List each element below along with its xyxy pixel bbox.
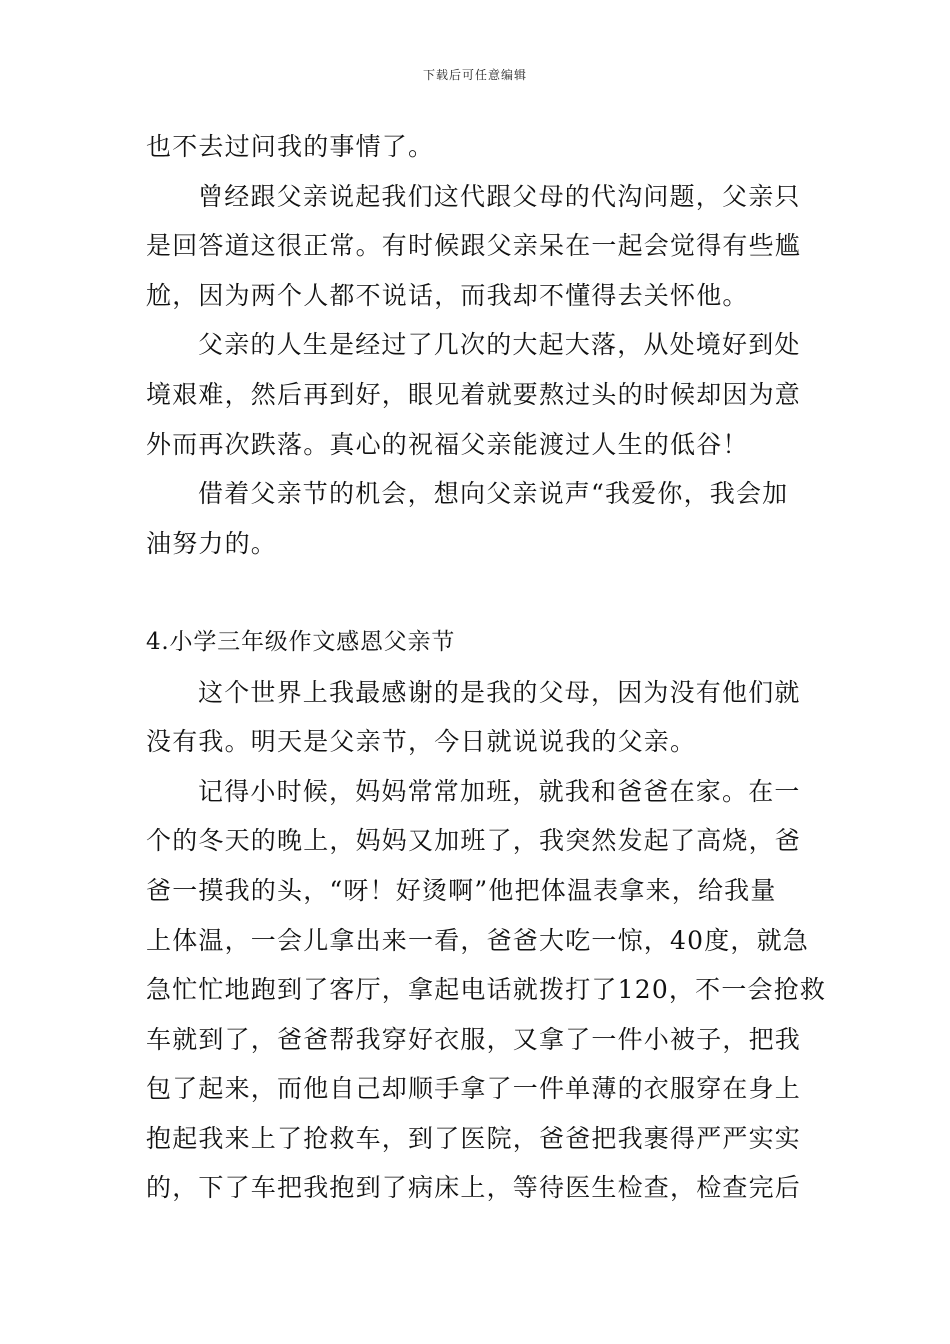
paragraph-start-line: 父亲的人生是经过了几次的大起大落，从处境好到处	[198, 330, 801, 360]
text-line: 境艰难，然后再到好，眼见着就要熬过头的时候却因为意	[146, 379, 802, 409]
text-line: 也不去过问我的事情了。	[146, 132, 435, 161]
section-heading: 4.小学三年级作文感恩父亲节	[146, 628, 456, 655]
text-line: 抱起我来上了抢救车，到了医院，爸爸把我裹得严严实实	[146, 1123, 802, 1153]
text-line: 没有我。明天是父亲节，今日就说说我的父亲。	[146, 727, 697, 757]
text-line: 爸一摸我的头，“呀！好烫啊”他把体温表拿来，给我量	[146, 875, 777, 905]
text-line: 油努力的。	[146, 528, 278, 558]
text-line: 尬，因为两个人都不说话，而我却不懂得去关怀他。	[146, 280, 749, 310]
paragraph-start-line: 记得小时候，妈妈常常加班，就我和爸爸在家。在一	[198, 776, 801, 806]
document-body	[146, 122, 827, 1213]
text-line: 包了起来，而他自己却顺手拿了一件单薄的衣服穿在身上	[146, 1074, 802, 1104]
paragraph-start-line: 借着父亲节的机会，想向父亲说声“我爱你，我会加	[198, 479, 789, 509]
text-line: 是回答道这很正常。有时候跟父亲呆在一起会觉得有些尴	[146, 231, 802, 261]
paragraph-start-line: 这个世界上我最感谢的是我的父母，因为没有他们就	[198, 677, 801, 707]
text-line: 的，下了车把我抱到了病床上，等待医生检查，检查完后	[146, 1173, 802, 1203]
text-line: 个的冬天的晚上，妈妈又加班了，我突然发起了高烧，爸	[146, 826, 802, 856]
blank-line	[146, 568, 806, 618]
text-line: 外而再次跌落。真心的祝福父亲能渡过人生的低谷！	[146, 429, 749, 459]
paragraph-start-line: 曾经跟父亲说起我们这代跟父母的代沟问题，父亲只	[198, 181, 801, 211]
page-header: 下载后可任意编辑	[422, 68, 527, 82]
text-line: 急忙忙地跑到了客厅，拿起电话就拨打了120，不一会抢救	[146, 975, 827, 1005]
text-line: 车就到了，爸爸帮我穿好衣服，又拿了一件小被子，把我	[146, 1024, 802, 1054]
text-line: 上体温，一会儿拿出来一看，爸爸大吃一惊，40度，就急	[146, 925, 810, 955]
